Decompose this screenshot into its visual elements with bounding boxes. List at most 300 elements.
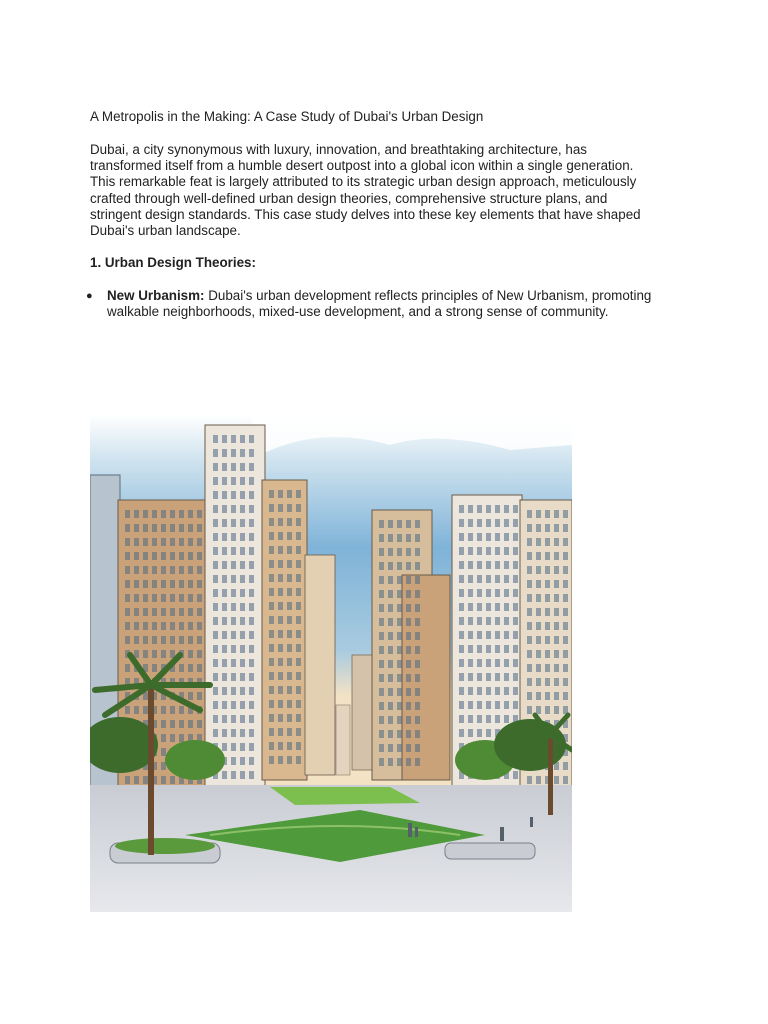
window (231, 435, 236, 443)
window (527, 608, 532, 616)
window (161, 566, 166, 574)
window (504, 617, 509, 625)
window (161, 748, 166, 756)
window (143, 538, 148, 546)
window (170, 594, 175, 602)
window (554, 664, 559, 672)
window (504, 701, 509, 709)
window (504, 603, 509, 611)
window (379, 618, 384, 626)
window (379, 562, 384, 570)
window (249, 589, 254, 597)
window (468, 519, 473, 527)
window (545, 678, 550, 686)
window (222, 659, 227, 667)
window (459, 589, 464, 597)
window (179, 538, 184, 546)
window (287, 574, 292, 582)
window (406, 688, 411, 696)
window (406, 674, 411, 682)
window (296, 728, 301, 736)
window (406, 604, 411, 612)
window (554, 594, 559, 602)
window (563, 594, 568, 602)
window (563, 580, 568, 588)
window (459, 561, 464, 569)
window (278, 728, 283, 736)
window (152, 524, 157, 532)
window (397, 660, 402, 668)
window (477, 519, 482, 527)
window (406, 590, 411, 598)
window (287, 588, 292, 596)
window (388, 534, 393, 542)
window (477, 687, 482, 695)
window (213, 687, 218, 695)
window (161, 552, 166, 560)
window (459, 631, 464, 639)
window (536, 776, 541, 784)
window (477, 561, 482, 569)
window (536, 580, 541, 588)
window (388, 660, 393, 668)
window (379, 548, 384, 556)
window (161, 636, 166, 644)
window (459, 519, 464, 527)
window (222, 575, 227, 583)
window (527, 510, 532, 518)
window (415, 660, 420, 668)
window (269, 490, 274, 498)
window (249, 547, 254, 555)
window (563, 664, 568, 672)
window (249, 659, 254, 667)
window (278, 574, 283, 582)
bullet-text: Dubai's urban development reflects principles of New Urbanism, promoting (204, 288, 652, 303)
bullet-list (82, 288, 682, 320)
window (477, 659, 482, 667)
window (287, 756, 292, 764)
window (486, 715, 491, 723)
window (240, 729, 245, 737)
window (554, 580, 559, 588)
window (231, 673, 236, 681)
window (554, 552, 559, 560)
window (222, 743, 227, 751)
window (468, 701, 473, 709)
window (415, 632, 420, 640)
window (296, 714, 301, 722)
window (222, 449, 227, 457)
window (278, 560, 283, 568)
window (240, 561, 245, 569)
window (388, 702, 393, 710)
window (240, 589, 245, 597)
window (495, 631, 500, 639)
window (231, 729, 236, 737)
window (249, 435, 254, 443)
window (269, 532, 274, 540)
window (249, 729, 254, 737)
window (513, 617, 518, 625)
window (513, 547, 518, 555)
window (563, 636, 568, 644)
window (545, 692, 550, 700)
window (170, 622, 175, 630)
window (397, 758, 402, 766)
window (415, 744, 420, 752)
window (170, 706, 175, 714)
window (296, 560, 301, 568)
window (513, 603, 518, 611)
window (287, 672, 292, 680)
window (495, 561, 500, 569)
window (161, 538, 166, 546)
window (554, 538, 559, 546)
window (296, 700, 301, 708)
window (249, 771, 254, 779)
window (231, 547, 236, 555)
window (134, 706, 139, 714)
window (563, 678, 568, 686)
window (231, 757, 236, 765)
window (269, 728, 274, 736)
window (197, 538, 202, 546)
window (397, 520, 402, 528)
window (143, 608, 148, 616)
window (397, 562, 402, 570)
window (179, 594, 184, 602)
window (269, 756, 274, 764)
window (240, 645, 245, 653)
window (269, 616, 274, 624)
window (179, 734, 184, 742)
window (563, 608, 568, 616)
window (213, 533, 218, 541)
window (563, 524, 568, 532)
window (563, 650, 568, 658)
window (197, 524, 202, 532)
window (554, 692, 559, 700)
window (513, 575, 518, 583)
window (188, 664, 193, 672)
intro-line: transformed itself from a humble desert outpost into a global icon within a single generation. (90, 158, 634, 174)
window (388, 548, 393, 556)
window (240, 715, 245, 723)
window (415, 534, 420, 542)
window (504, 631, 509, 639)
window (415, 562, 420, 570)
window (188, 524, 193, 532)
window (554, 678, 559, 686)
window (278, 672, 283, 680)
window (545, 664, 550, 672)
window (125, 776, 130, 784)
window (406, 730, 411, 738)
window (296, 644, 301, 652)
window (459, 659, 464, 667)
window (486, 533, 491, 541)
window (278, 546, 283, 554)
window (231, 631, 236, 639)
window (527, 538, 532, 546)
window (269, 518, 274, 526)
window (278, 616, 283, 624)
window (287, 504, 292, 512)
window (527, 622, 532, 630)
window (287, 532, 292, 540)
window (379, 674, 384, 682)
window (231, 701, 236, 709)
window (240, 533, 245, 541)
window (152, 650, 157, 658)
window (459, 673, 464, 681)
window (231, 463, 236, 471)
window (536, 664, 541, 672)
window (269, 504, 274, 512)
window (278, 602, 283, 610)
window (197, 622, 202, 630)
window (134, 538, 139, 546)
window (249, 505, 254, 513)
window (563, 552, 568, 560)
window (134, 524, 139, 532)
window (406, 576, 411, 584)
window (296, 616, 301, 624)
window (536, 510, 541, 518)
window (161, 510, 166, 518)
window (477, 547, 482, 555)
window (249, 757, 254, 765)
window (179, 552, 184, 560)
window (170, 580, 175, 588)
window (278, 700, 283, 708)
bullet-first-line (107, 288, 682, 304)
window (545, 510, 550, 518)
window (231, 645, 236, 653)
window (161, 776, 166, 784)
window (188, 608, 193, 616)
window (278, 504, 283, 512)
window (188, 552, 193, 560)
window (459, 687, 464, 695)
window (240, 771, 245, 779)
window (536, 650, 541, 658)
window (415, 730, 420, 738)
window (513, 631, 518, 639)
window (222, 505, 227, 513)
window (231, 687, 236, 695)
window (231, 659, 236, 667)
window (179, 622, 184, 630)
window (545, 524, 550, 532)
window (388, 758, 393, 766)
window (197, 692, 202, 700)
window (231, 491, 236, 499)
window (240, 519, 245, 527)
window (486, 589, 491, 597)
window (278, 756, 283, 764)
window (152, 580, 157, 588)
window (513, 533, 518, 541)
window (188, 636, 193, 644)
window (504, 687, 509, 695)
window (563, 692, 568, 700)
window (513, 659, 518, 667)
window (249, 603, 254, 611)
window (388, 562, 393, 570)
window (278, 658, 283, 666)
window (504, 561, 509, 569)
window (545, 706, 550, 714)
window (527, 552, 532, 560)
window (406, 646, 411, 654)
window (249, 673, 254, 681)
window (278, 532, 283, 540)
window (125, 594, 130, 602)
window (125, 552, 130, 560)
window (468, 617, 473, 625)
window (287, 700, 292, 708)
window (231, 477, 236, 485)
window (296, 490, 301, 498)
window (170, 524, 175, 532)
window (240, 547, 245, 555)
window (415, 702, 420, 710)
window (249, 533, 254, 541)
window (231, 505, 236, 513)
window (240, 687, 245, 695)
window (477, 645, 482, 653)
window (287, 518, 292, 526)
window (477, 701, 482, 709)
window (231, 771, 236, 779)
window (296, 630, 301, 638)
window (197, 594, 202, 602)
window (197, 580, 202, 588)
window (287, 616, 292, 624)
window (213, 617, 218, 625)
window (379, 744, 384, 752)
window (379, 660, 384, 668)
intro-line: This remarkable feat is largely attributed to its strategic urban design approach, meticulously (90, 174, 637, 190)
window (397, 534, 402, 542)
window (545, 580, 550, 588)
window (495, 575, 500, 583)
window (495, 589, 500, 597)
section-heading: 1. Urban Design Theories: (90, 255, 256, 270)
window (170, 510, 175, 518)
window (459, 575, 464, 583)
window (249, 519, 254, 527)
window (287, 630, 292, 638)
window (513, 771, 518, 779)
window (459, 645, 464, 653)
window (269, 560, 274, 568)
window (406, 562, 411, 570)
window (143, 636, 148, 644)
window (397, 548, 402, 556)
window (397, 632, 402, 640)
window (161, 734, 166, 742)
window (495, 533, 500, 541)
window (222, 645, 227, 653)
window (296, 504, 301, 512)
window (545, 594, 550, 602)
window (125, 510, 130, 518)
window (504, 645, 509, 653)
window (406, 716, 411, 724)
window (179, 510, 184, 518)
window (179, 636, 184, 644)
window (213, 463, 218, 471)
window (536, 608, 541, 616)
window (513, 519, 518, 527)
window (197, 636, 202, 644)
window (513, 673, 518, 681)
window (240, 491, 245, 499)
window (134, 776, 139, 784)
window (170, 608, 175, 616)
window (388, 604, 393, 612)
window (536, 622, 541, 630)
window (459, 603, 464, 611)
window (296, 602, 301, 610)
window (213, 589, 218, 597)
window (287, 728, 292, 736)
window (240, 435, 245, 443)
window (213, 659, 218, 667)
window (161, 706, 166, 714)
intro-line: crafted through well-defined urban design theories, comprehensive structure plans, and (90, 190, 608, 206)
window (415, 548, 420, 556)
window (152, 664, 157, 672)
window (459, 701, 464, 709)
window (486, 701, 491, 709)
window (415, 618, 420, 626)
window (468, 575, 473, 583)
window (536, 552, 541, 560)
window (188, 622, 193, 630)
window (143, 566, 148, 574)
window (388, 576, 393, 584)
window (388, 730, 393, 738)
window (231, 589, 236, 597)
window (296, 574, 301, 582)
window (197, 650, 202, 658)
window (249, 687, 254, 695)
window (231, 561, 236, 569)
intro-paragraph (90, 142, 680, 239)
window (240, 757, 245, 765)
window (240, 463, 245, 471)
window (134, 608, 139, 616)
window (170, 776, 175, 784)
window (287, 658, 292, 666)
window (504, 575, 509, 583)
window (179, 524, 184, 532)
window (222, 617, 227, 625)
window (536, 538, 541, 546)
window (240, 701, 245, 709)
window (415, 674, 420, 682)
window (495, 519, 500, 527)
window (545, 608, 550, 616)
window (504, 519, 509, 527)
window (477, 631, 482, 639)
window (213, 449, 218, 457)
window (269, 630, 274, 638)
